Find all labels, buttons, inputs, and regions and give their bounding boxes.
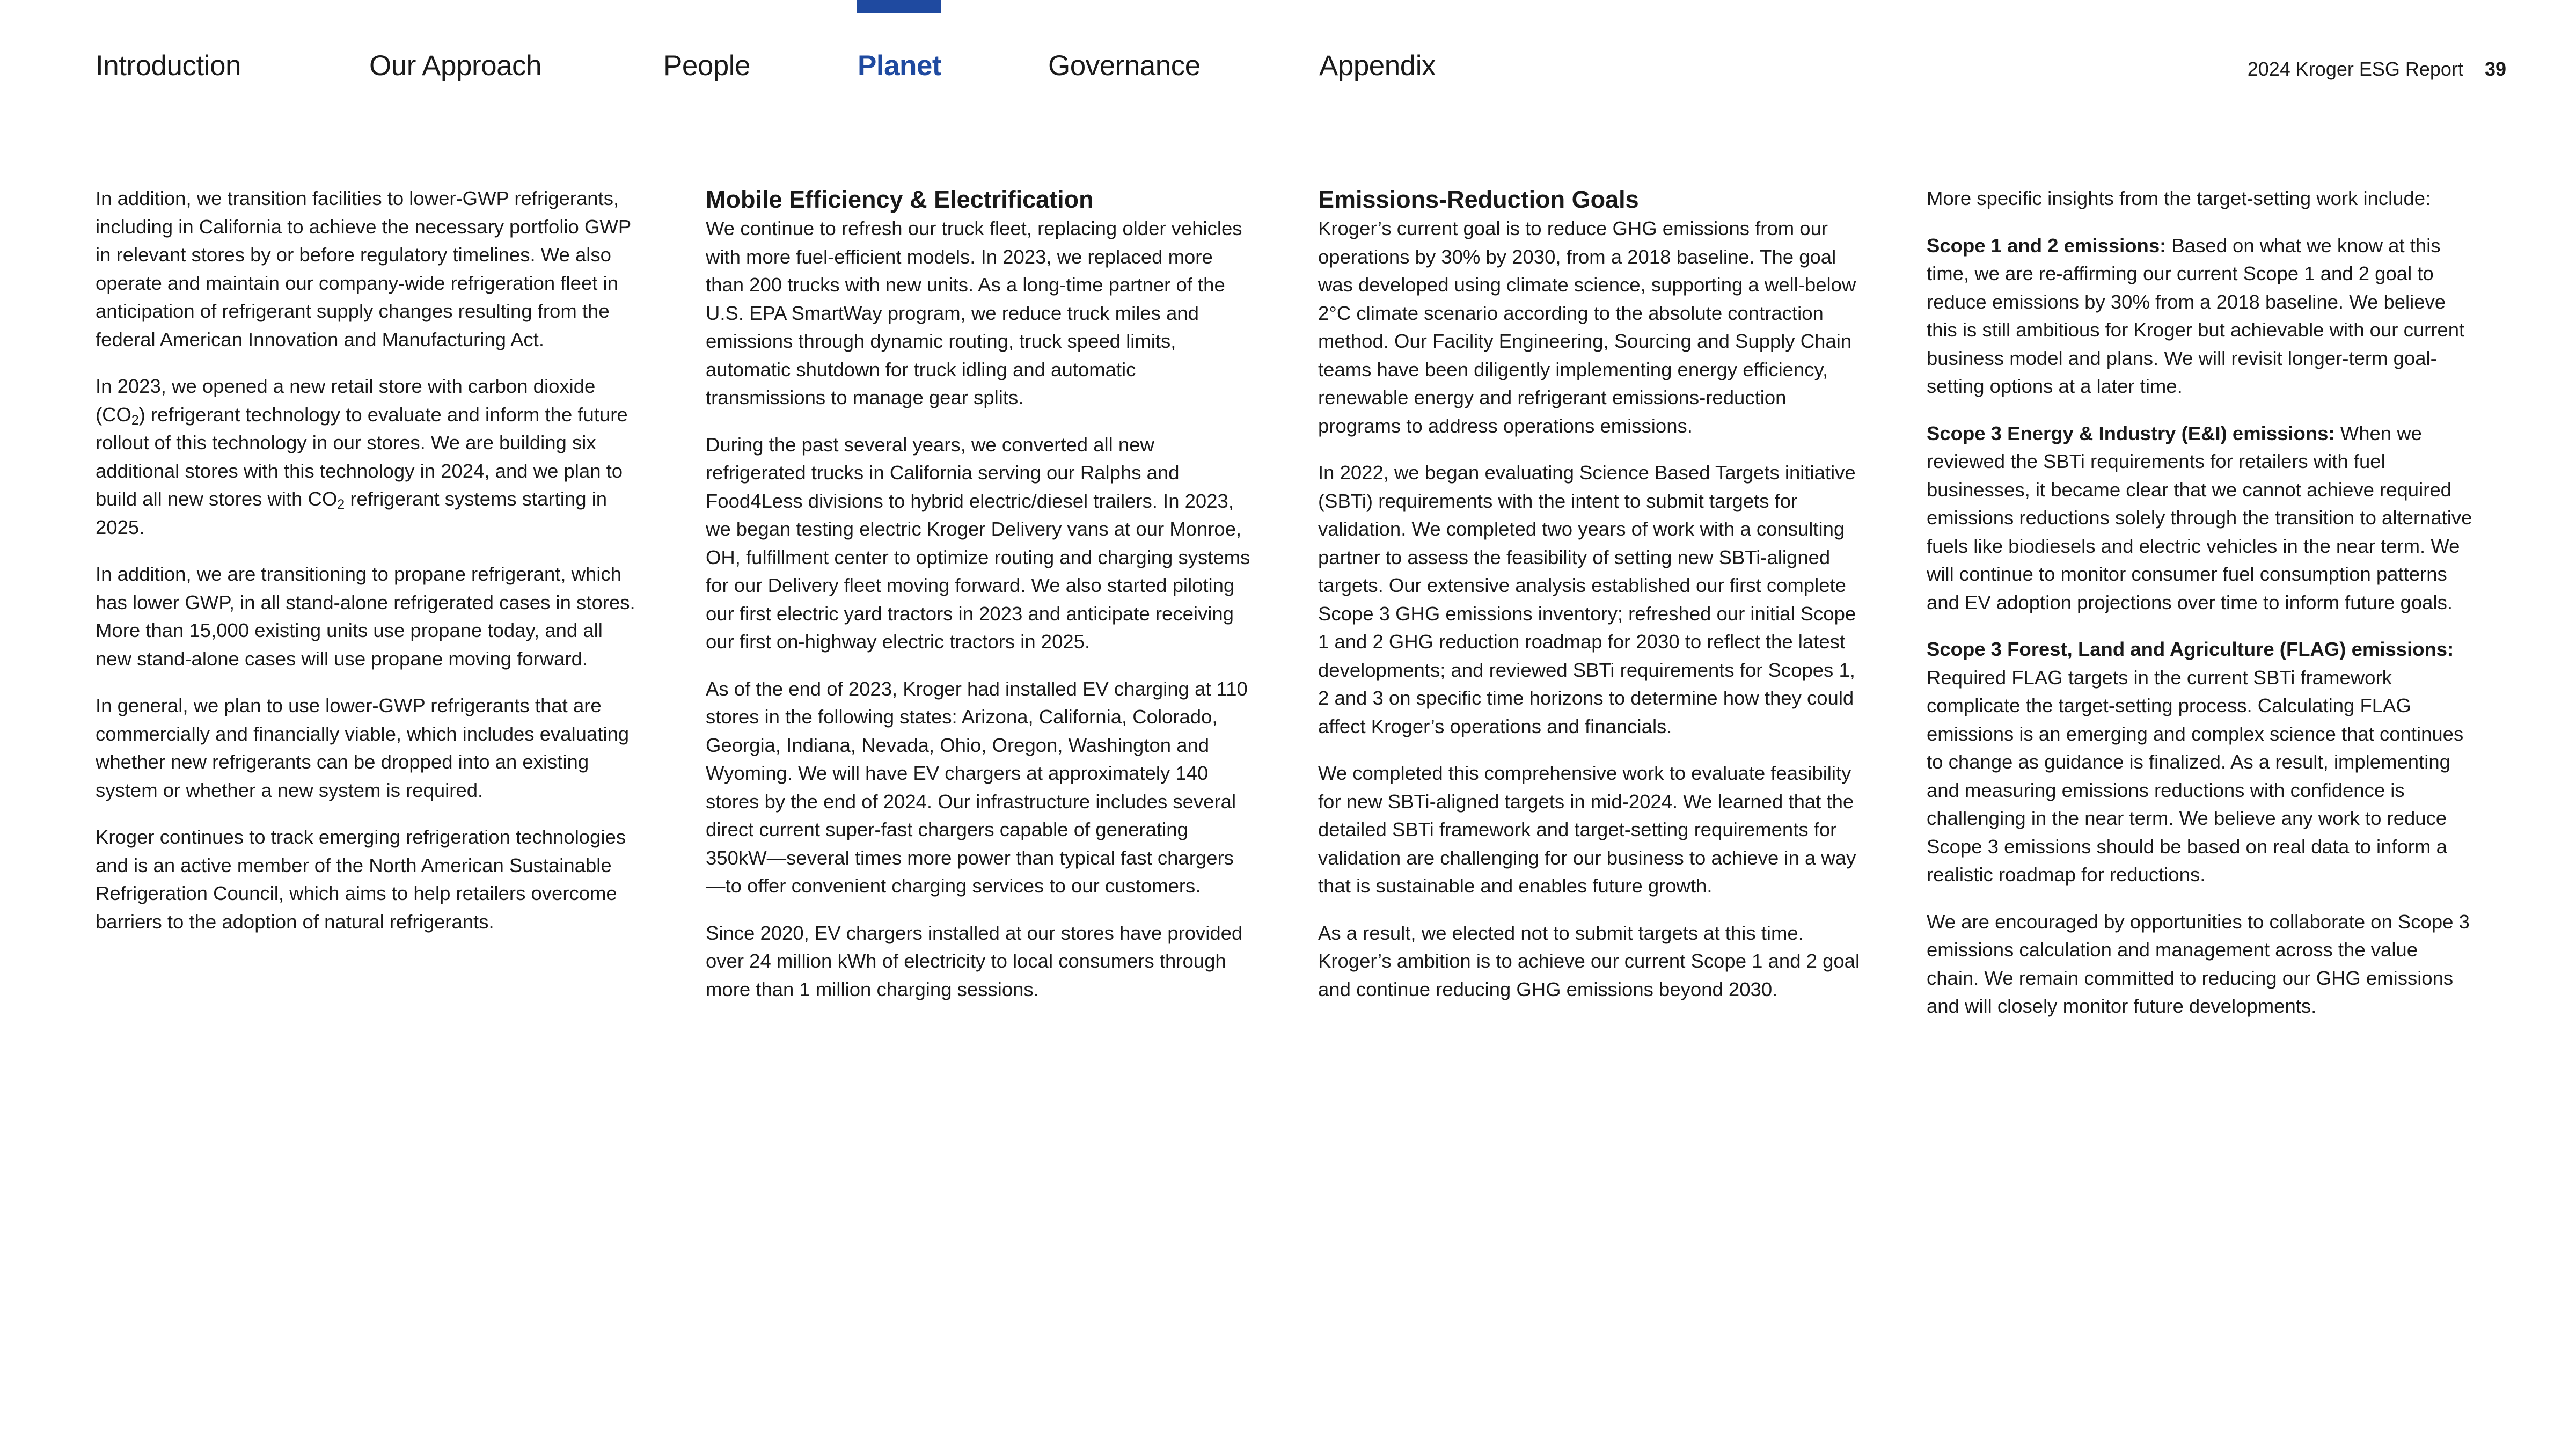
paragraph: More specific insights from the target-setting work include: <box>1927 187 2431 209</box>
paragraph-scope-3-flag: Scope 3 Forest, Land and Agriculture (FLAG) emissions: Required FLAG targets in the current SBTi framework complicate the target-setting process. Calculating FLAG emissions is an emerging and complex science that continues to change as guidance is finalized. As a result, implementing and measuring emissions reductions with confidence is challenging in the near term. We believe any work to reduce Scope 3 emissions should be based on real data to inform a realistic roadmap for reductions. <box>1927 638 2464 885</box>
paragraph: Since 2020, EV chargers installed at our stores have provided over 24 million kWh of electricity to local consumers through more than 1 million charging sessions. <box>706 921 1243 1000</box>
paragraph: We are encouraged by opportunities to collaborate on Scope 3 emissions calculation and management across the value chain. We remain committed to reducing our GHG emissions and will closely monitor future developments. <box>1927 910 2470 1017</box>
paragraph-scope-1-2: Scope 1 and 2 emissions: Based on what we know at this time, we are re-affirming our current Scope 1 and 2 goal to reduce emissions by 30% from a 2018 baseline. We believe this is still ambitious for Kroger but achievable with our current business model and plans. We will revisit longer-term goal-setting options at a later time. <box>1927 234 2465 397</box>
nav-our-approach[interactable]: Our Approach <box>369 50 542 82</box>
paragraph: As a result, we elected not to submit targets at this time. Kroger’s ambition is to achieve our current Scope 1 and 2 goal and continue reducing GHG emissions beyond 2030. <box>1318 921 1860 1000</box>
paragraph-co2: In 2023, we opened a new retail store with carbon dioxide $(CO_2)$ refrigerant technology to evaluate and inform the future rollout of this technology in our stores. We are building six additional stores with this technology in 2024, and we plan to build all new stores with $CO_2$ refrigerant systems starting in 2025. <box>96 375 628 538</box>
paragraph: Kroger continues to track emerging refrigeration technologies and is an active member of the North American Sustainable Refrigeration Council, which aims to help retailers overcome barriers to the adoption of natural refrigerants. <box>96 826 626 933</box>
active-section-indicator <box>857 0 941 13</box>
page-number: 39 <box>2484 58 2506 80</box>
report-title: 2024 Kroger ESG Report <box>2247 58 2463 80</box>
nav-people[interactable]: People <box>663 50 751 82</box>
paragraph: In addition, we transition facilities to lower-GWP refrigerants, including in California to achieve the necessary portfolio GWP in relevant stores by or before regulatory timelines. We also operate and maintain our company-wide refrigeration fleet in anticipation of refrigerant supply changes resulting from the federal American Innovation and Manufacturing Act. <box>96 187 631 350</box>
column-refrigerants <box>96 185 643 955</box>
report-header <box>2248 58 2506 80</box>
paragraph: During the past several years, we converted all new refrigerated trucks in California serving our Ralphs and Food4Less divisions to hybrid electric/diesel trailers. In 2023, we began testing electric Kroger Delivery vans at our Monroe, OH, fulfillment center to optimize routing and charging systems for our Delivery fleet moving forward. We also started piloting our first electric yard tractors in 2023 and anticipate receiving our first on-highway electric tractors in 2025. <box>706 433 1250 653</box>
column-emissions-goals <box>1318 185 1865 1022</box>
section-heading: Emissions-Reduction Goals <box>1318 186 1639 213</box>
column-mobile-efficiency <box>706 185 1253 1022</box>
paragraph: Kroger’s current goal is to reduce GHG emissions from our operations by 30% by 2030, from a 2018 baseline. The goal was developed using climate science, supporting a well-below 2°C climate scenario according to the absolute contraction method. Our Facility Engineering, Sourcing and Supply Chain teams have been diligently implementing energy efficiency, renewable energy and refrigerant emissions-reduction programs to address operations emissions. <box>1318 217 1856 437</box>
nav-introduction[interactable]: Introduction <box>96 50 241 82</box>
nav-appendix[interactable]: Appendix <box>1319 50 1436 82</box>
nav-governance[interactable]: Governance <box>1048 50 1201 82</box>
paragraph: In 2022, we began evaluating Science Based Targets initiative (SBTi) requirements with the intent to submit targets for validation. We completed two years of work with a consulting partner to assess the feasibility of setting new SBTi-aligned targets. Our extensive analysis established our first complete Scope 3 GHG emissions inventory; refreshed our initial Scope 1 and 2 GHG reduction roadmap for 2030 to reflect the latest developments; and reviewed SBTi requirements for Scopes 1, 2 and 3 on specific time horizons to determine how they could affect Kroger’s operations and financials. <box>1318 462 1856 737</box>
paragraph: As of the end of 2023, Kroger had installed EV charging at 110 stores in the following states: Arizona, California, Colorado, Georgia, Indiana, Nevada, Ohio, Oregon, Washington and Wyoming. We will have EV chargers at approximately 140 stores by the end of 2024. Our infrastructure includes several direct current super-fast chargers capable of generating 350kW—several times more power than typical fast chargers—to offer convenient charging services to our customers. <box>706 677 1248 897</box>
paragraph: In general, we plan to use lower-GWP refrigerants that are commercially and financially viable, which includes evaluating whether new refrigerants can be dropped into an existing system or whether a new system is required. <box>96 694 630 801</box>
paragraph: We completed this comprehensive work to evaluate feasibility for new SBTi-aligned targets in mid-2024. We learned that the detailed SBTi framework and target-setting requirements for validation are challenging for our business to achieve in a way that is sustainable and enables future growth. <box>1318 762 1856 897</box>
column-target-insights <box>1927 185 2474 1040</box>
paragraph: We continue to refresh our truck fleet, replacing older vehicles with more fuel-efficient models. In 2023, we replaced more than 200 trucks with new units. As a long-time partner of the U.S. EPA SmartWay program, we reduce truck miles and emissions through dynamic routing, truck speed limits, automatic shutdown for truck idling and automatic transmissions to manage gear splits. <box>706 217 1242 408</box>
paragraph: In addition, we are transitioning to propane refrigerant, which has lower GWP, in all stand-alone refrigerated cases in stores. More than 15,000 existing units use propane today, and all new stand-alone cases will use propane moving forward. <box>96 563 635 670</box>
paragraph-scope-3-ei: Scope 3 Energy & Industry (E&I) emissions: When we reviewed the SBTi requirements for retailers with fuel businesses, it became clear that we cannot achieve required emissions reductions solely through the transition to alternative fuels like biodiesels and electric vehicles in the near term. We will continue to monitor consumer fuel consumption patterns and EV adoption projections over time to inform future goals. <box>1927 422 2472 613</box>
nav-planet[interactable]: Planet <box>858 50 942 82</box>
section-heading: Mobile Efficiency & Electrification <box>706 186 1094 213</box>
